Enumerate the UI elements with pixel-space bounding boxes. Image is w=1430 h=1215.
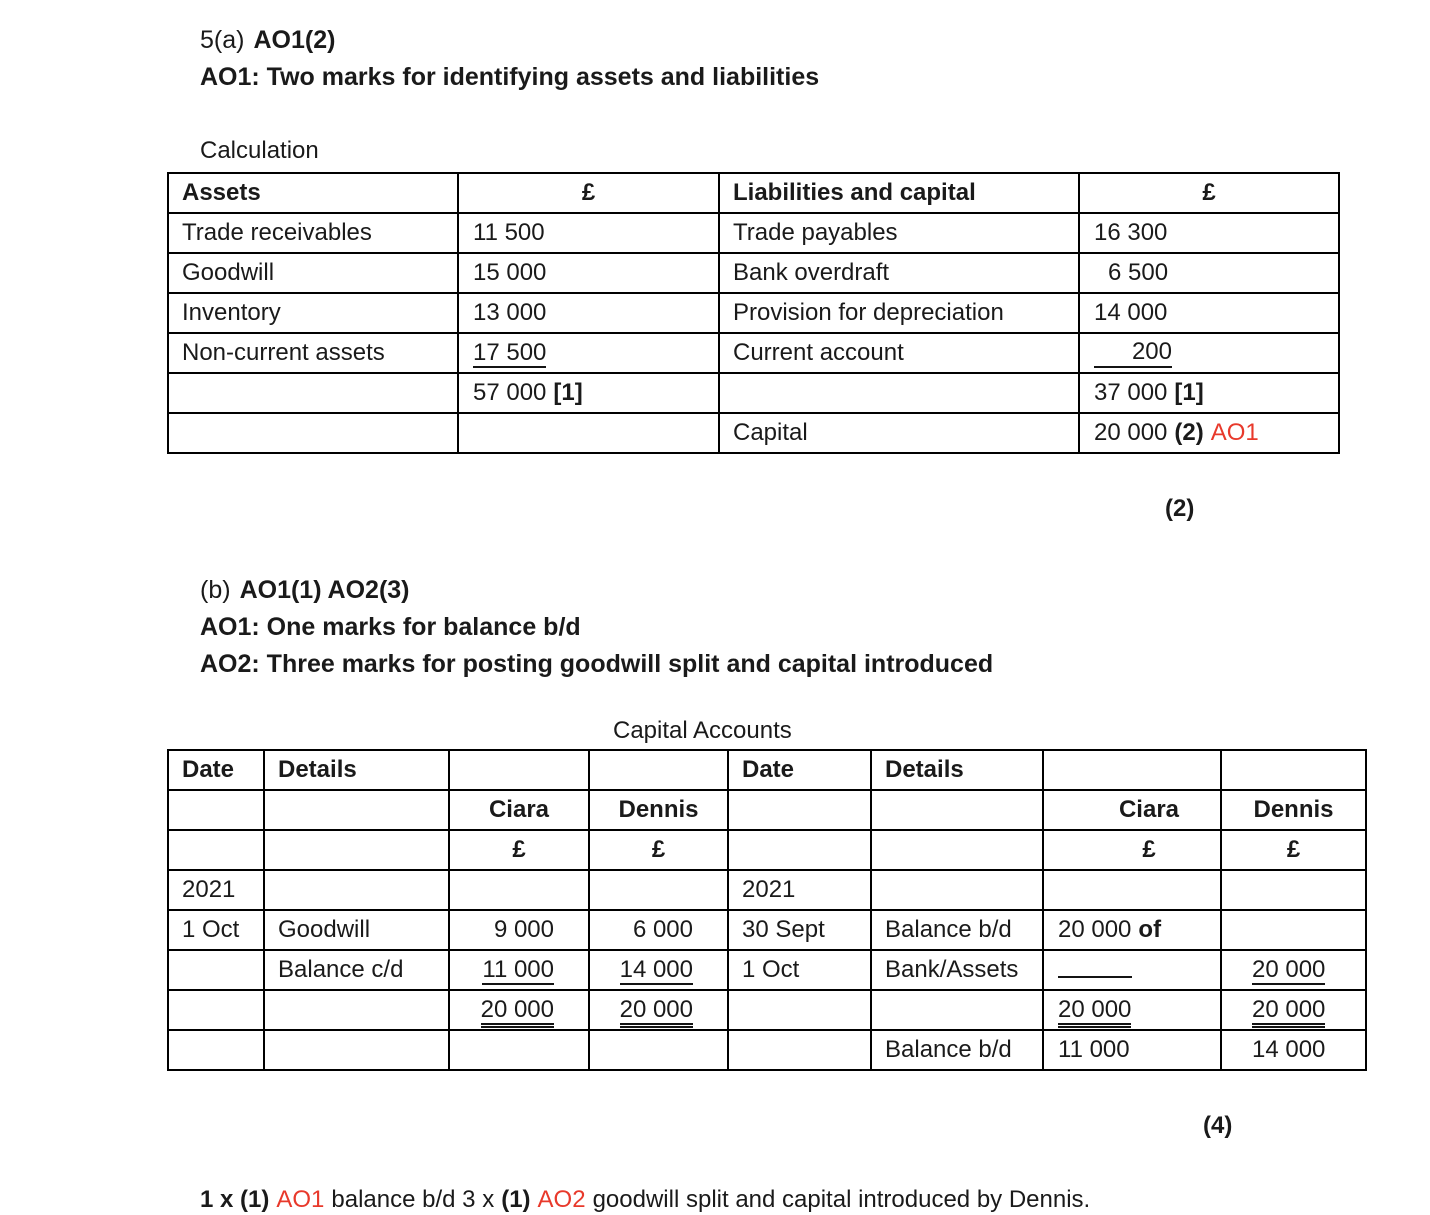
- details-cell: Balance b/d: [871, 1030, 1043, 1070]
- empty-cell: [168, 373, 458, 413]
- section-b-heading: [200, 572, 1430, 683]
- empty-cell: [871, 990, 1043, 1030]
- empty-cell: [1221, 910, 1366, 950]
- empty-cell: [728, 990, 871, 1030]
- asset-label: Non-current assets: [168, 333, 458, 373]
- mark-point: [1]: [553, 379, 583, 406]
- details-header: Details: [264, 750, 449, 790]
- blank-underline: [1058, 956, 1132, 978]
- question-ref-line: [200, 572, 1430, 609]
- table-row: [168, 293, 1339, 333]
- empty-cell: [589, 750, 728, 790]
- guidance-text: goodwill split and capital introduced by Dennis.: [592, 1186, 1091, 1213]
- total-amount: 57 000: [473, 379, 547, 406]
- empty-cell: [449, 750, 589, 790]
- empty-cell: [728, 790, 871, 830]
- empty-cell: [871, 870, 1043, 910]
- table-header-row: [168, 173, 1339, 213]
- table-row: [168, 213, 1339, 253]
- empty-cell: [168, 950, 264, 990]
- ao-allocation: AO1(1) AO2(3): [239, 576, 410, 604]
- own-figure-note: of: [1138, 916, 1162, 943]
- section-a-heading: [200, 22, 1430, 96]
- empty-cell: [458, 413, 719, 453]
- table-row: [168, 413, 1339, 453]
- date-cell: 1 Oct: [728, 950, 871, 990]
- capital-accounts-title: Capital Accounts: [613, 717, 792, 744]
- underlined-amount: 200: [1094, 338, 1172, 368]
- ao-tag: AO1: [1210, 419, 1259, 446]
- asset-value: 15 000: [458, 253, 719, 293]
- liability-label: Bank overdraft: [719, 253, 1079, 293]
- mark-point: [1]: [1174, 379, 1204, 406]
- underlined-amount: 14 000: [619, 956, 693, 983]
- date-cell: 1 Oct: [168, 910, 264, 950]
- table-row: [168, 990, 1366, 1030]
- ciara-total: [1043, 990, 1221, 1030]
- mark-point: (2): [1174, 419, 1204, 446]
- table-row: [168, 910, 1366, 950]
- empty-cell: [168, 830, 264, 870]
- ao-criteria: AO1: One marks for balance b/d: [200, 613, 581, 641]
- liability-label: Trade payables: [719, 213, 1079, 253]
- empty-cell: [168, 413, 458, 453]
- pound-header-left: £: [458, 173, 719, 213]
- section-a-total-marks: (2): [1165, 495, 1195, 522]
- total-amount: 37 000: [1094, 379, 1168, 406]
- capital-accounts-table: [167, 749, 1367, 1071]
- ciara-column-header: Ciara: [449, 790, 589, 830]
- assets-header: Assets: [168, 173, 458, 213]
- ao-tag: AO1: [276, 1186, 325, 1213]
- asset-value: [458, 333, 719, 373]
- asset-label: Inventory: [168, 293, 458, 333]
- table-row: [168, 333, 1339, 373]
- ciara-amount: 9 000: [449, 910, 589, 950]
- table-row: [168, 1030, 1366, 1070]
- ciara-total: [449, 990, 589, 1030]
- question-number: (b): [200, 576, 231, 604]
- empty-cell: [168, 790, 264, 830]
- amount: 20 000: [1058, 916, 1132, 943]
- dennis-amount: [589, 950, 728, 990]
- dennis-amount: 6 000: [589, 910, 728, 950]
- details-header: Details: [871, 750, 1043, 790]
- empty-cell: [168, 1030, 264, 1070]
- ao-allocation: AO1(2): [253, 26, 336, 54]
- pound-header: £: [449, 830, 589, 870]
- dennis-column-header: Dennis: [1221, 790, 1366, 830]
- pound-header: £: [1221, 830, 1366, 870]
- ao-criteria: AO2: Three marks for posting goodwill split and capital introduced: [200, 650, 994, 678]
- dennis-amount: 14 000: [1221, 1030, 1366, 1070]
- table-row: [168, 373, 1339, 413]
- calculation-label: Calculation: [200, 137, 319, 164]
- empty-cell: [264, 990, 449, 1030]
- pound-header: £: [589, 830, 728, 870]
- empty-cell: [1043, 750, 1221, 790]
- table-header-row: [168, 790, 1366, 830]
- mark-count: 1 x (1): [200, 1186, 270, 1213]
- asset-value: 13 000: [458, 293, 719, 333]
- empty-cell: [589, 870, 728, 910]
- date-header: Date: [728, 750, 871, 790]
- mark-count: (1): [501, 1186, 531, 1213]
- double-underlined-total: 20 000: [481, 996, 554, 1028]
- underlined-amount: 20 000: [1252, 956, 1326, 983]
- empty-cell: [728, 830, 871, 870]
- year-cell: 2021: [728, 870, 871, 910]
- double-underlined-total: 20 000: [620, 996, 693, 1028]
- liability-label: Provision for depreciation: [719, 293, 1079, 333]
- details-cell: Balance c/d: [264, 950, 449, 990]
- empty-cell: [264, 790, 449, 830]
- section-b-total-marks: (4): [1203, 1112, 1233, 1139]
- liability-value: 16 300: [1079, 213, 1339, 253]
- dennis-amount: [1221, 950, 1366, 990]
- calculation-table: [167, 172, 1340, 454]
- empty-cell: [1221, 870, 1366, 910]
- empty-cell: [1043, 870, 1221, 910]
- empty-cell: [871, 790, 1043, 830]
- date-cell: 30 Sept: [728, 910, 871, 950]
- empty-cell: [264, 870, 449, 910]
- table-header-row: [168, 750, 1366, 790]
- empty-cell: [1221, 750, 1366, 790]
- year-cell: 2021: [168, 870, 264, 910]
- question-ref-line: [200, 22, 1430, 59]
- dennis-total: [1221, 990, 1366, 1030]
- assets-total: [458, 373, 719, 413]
- double-underlined-total: 20 000: [1252, 996, 1325, 1028]
- liability-value: [1079, 333, 1339, 373]
- pound-header: £: [1043, 830, 1221, 870]
- underlined-amount: 11 000: [482, 956, 554, 983]
- empty-cell: [589, 1030, 728, 1070]
- liability-label: Current account: [719, 333, 1079, 373]
- details-cell: Goodwill: [264, 910, 449, 950]
- asset-label: Trade receivables: [168, 213, 458, 253]
- date-header: Date: [168, 750, 264, 790]
- pound-header-right: £: [1079, 173, 1339, 213]
- question-number: 5(a): [200, 26, 245, 54]
- empty-cell: [719, 373, 1079, 413]
- liability-value: 14 000: [1079, 293, 1339, 333]
- empty-cell: [168, 990, 264, 1030]
- details-cell: Bank/Assets: [871, 950, 1043, 990]
- table-header-row: [168, 830, 1366, 870]
- underlined-amount: 17 500: [473, 339, 547, 366]
- empty-cell: [871, 830, 1043, 870]
- ciara-amount: [1043, 910, 1221, 950]
- empty-cell: [449, 1030, 589, 1070]
- asset-value: 11 500: [458, 213, 719, 253]
- liabilities-header: Liabilities and capital: [719, 173, 1079, 213]
- ciara-column-header: Ciara: [1043, 790, 1221, 830]
- ao-tag: AO2: [537, 1186, 586, 1213]
- asset-label: Goodwill: [168, 253, 458, 293]
- table-row: [168, 870, 1366, 910]
- mark-scheme-page: [0, 22, 1430, 1215]
- empty-cell: [449, 870, 589, 910]
- empty-cell: [728, 1030, 871, 1070]
- ciara-amount: 11 000: [1043, 1030, 1221, 1070]
- empty-cell: [264, 830, 449, 870]
- ao-criteria: AO1: Two marks for identifying assets and liabilities: [200, 63, 820, 91]
- marking-guidance: [200, 1185, 1430, 1215]
- dennis-column-header: Dennis: [589, 790, 728, 830]
- ciara-amount: [1043, 950, 1221, 990]
- liability-value: 6 500: [1079, 253, 1339, 293]
- double-underlined-total: 20 000: [1058, 996, 1131, 1028]
- empty-cell: [264, 1030, 449, 1070]
- details-cell: Balance b/d: [871, 910, 1043, 950]
- dennis-total: [589, 990, 728, 1030]
- table-row: [168, 253, 1339, 293]
- capital-value: [1079, 413, 1339, 453]
- guidance-text: balance b/d 3 x: [331, 1186, 495, 1213]
- liabilities-total: [1079, 373, 1339, 413]
- liability-label: Capital: [719, 413, 1079, 453]
- ciara-amount: [449, 950, 589, 990]
- amount: 20 000: [1094, 419, 1168, 446]
- table-row: [168, 950, 1366, 990]
